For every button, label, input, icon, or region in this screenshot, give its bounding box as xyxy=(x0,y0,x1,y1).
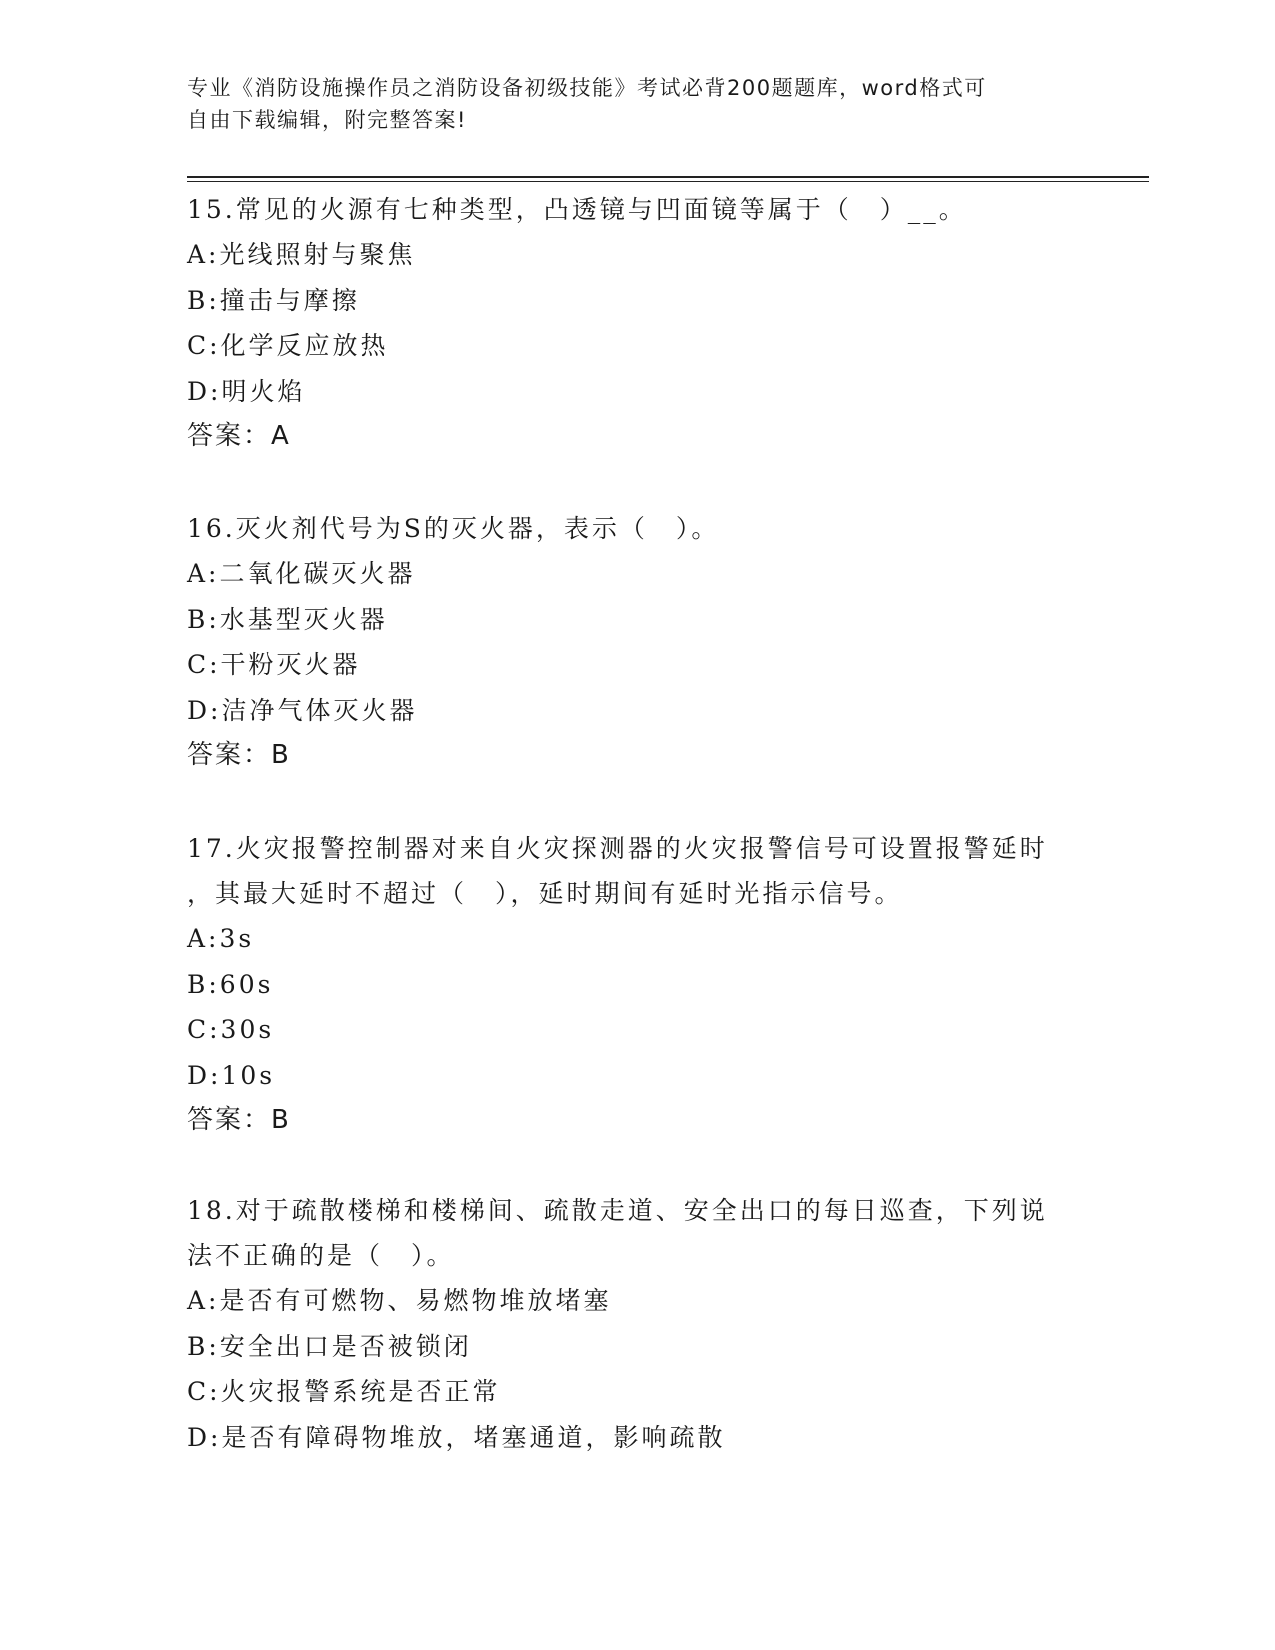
question-17 xyxy=(187,826,1087,1143)
header-line-1: 专业《消防设施操作员之消防设备初级技能》考试必背200题题库，word格式可 xyxy=(187,76,987,100)
answer-label: 答案：A xyxy=(187,421,291,451)
question-stem-line-1: 17.火灾报警控制器对来自火灾探测器的火灾报警信号可设置报警延时 xyxy=(187,834,1048,863)
header-line-2: 自由下载编辑，附完整答案! xyxy=(187,108,467,132)
option-b: B:安全出口是否被锁闭 xyxy=(187,1331,472,1361)
header-divider-thin xyxy=(187,181,1149,182)
option-d: D:明火焰 xyxy=(187,376,306,406)
option-b: B:水基型灭火器 xyxy=(187,604,388,634)
question-stem: 15.常见的火源有七种类型，凸透镜与凹面镜等属于（ ）__。 xyxy=(187,195,967,224)
option-d: D:洁净气体灭火器 xyxy=(187,695,418,725)
option-d: D:10s xyxy=(187,1060,276,1090)
option-a: A:二氧化碳灭火器 xyxy=(187,559,416,588)
option-a: A:3s xyxy=(187,924,255,953)
option-b: B:撞击与摩擦 xyxy=(187,285,360,315)
option-a: A:是否有可燃物、易燃物堆放堵塞 xyxy=(187,1286,612,1315)
question-stem-line-2: ，其最大延时不超过（ ），延时期间有延时光指示信号。 xyxy=(187,879,903,908)
question-16 xyxy=(187,506,1087,778)
document-header xyxy=(187,72,1087,136)
question-stem: 16.灭火剂代号为S的灭火器，表示（ ）。 xyxy=(187,514,720,543)
header-divider-thick xyxy=(187,176,1149,178)
question-18 xyxy=(187,1188,1087,1460)
question-stem-line-1: 18.对于疏散楼梯和楼梯间、疏散走道、安全出口的每日巡查，下列说 xyxy=(187,1196,1048,1225)
answer-label: 答案：B xyxy=(187,740,291,770)
answer-label: 答案：B xyxy=(187,1105,291,1135)
option-a: A:光线照射与聚焦 xyxy=(187,240,416,269)
option-c: C:化学反应放热 xyxy=(187,331,389,360)
question-15 xyxy=(187,187,1087,459)
option-d: D:是否有障碍物堆放，堵塞通道，影响疏散 xyxy=(187,1422,726,1452)
option-c: C:30s xyxy=(187,1015,275,1044)
question-stem-line-2: 法不正确的是（ ）。 xyxy=(187,1241,455,1270)
option-c: C:火灾报警系统是否正常 xyxy=(187,1377,501,1406)
option-b: B:60s xyxy=(187,969,274,999)
option-c: C:干粉灭火器 xyxy=(187,650,361,679)
